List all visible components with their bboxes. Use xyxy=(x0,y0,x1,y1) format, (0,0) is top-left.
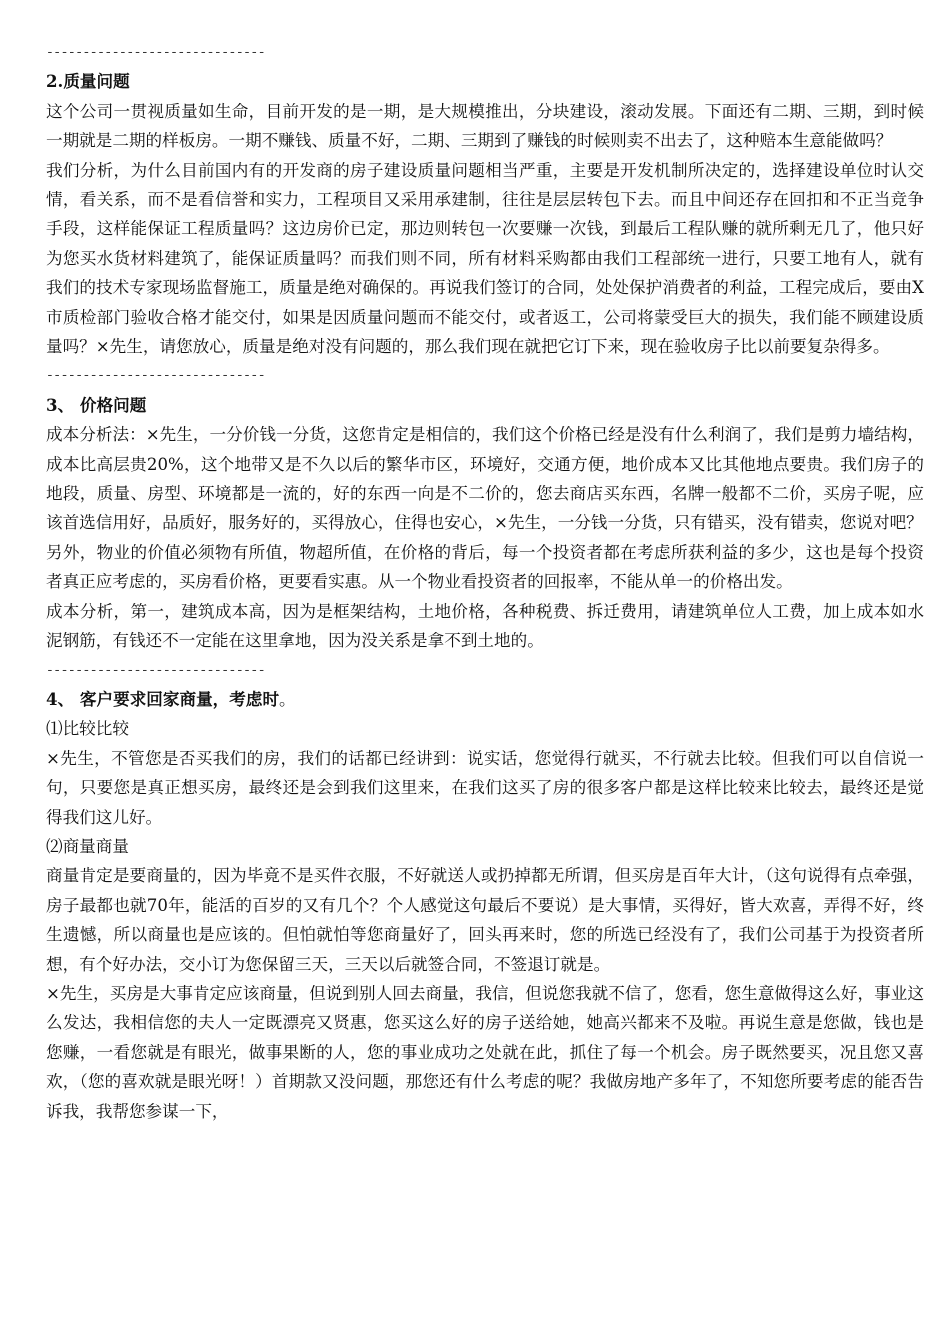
section-2-heading: 2.质量问题 xyxy=(46,71,130,92)
section-4-heading: 4、 客户要求回家商量，考虑时 xyxy=(46,688,280,709)
section-4-paragraph-2: 商量肯定是要商量的，因为毕竟不是买件衣服，不好就送人或扔掉都无所谓，但买房是百年大计，（这句说得有点牵强，房子最都也就70年，能活的百岁的又有几个？个人感觉这句最后不要说）是大事情，买得好，皆大欢喜，弄得不好，终生遗憾，所以商量也是应该的。但怕就怕等您商量好了，回头再来时，您的所选已经没有了，我们公司基于为投资者所想，有个好办法，交小订为您保留三天，三天以后就签合同，不签退订就是。 xyxy=(46,866,924,974)
section-3-paragraph-2: 另外，物业的价值必须物有所值，物超所值，在价格的背后，每一个投资者都在考虑所获利益的多少，这也是每个投资者真正应考虑的，买房看价格，更要看实惠。从一个物业看投资者的回报率，不能从单一的价格出发。 xyxy=(46,542,924,592)
section-2-paragraph-2: 我们分析，为什么目前国内有的开发商的房子建设质量问题相当严重，主要是开发机制所决定的，选择建设单位时认交情，看关系，而不是看信誉和实力，工程项目又采用承建制，往往是层层转包下去。而且中间还存在回扣和不正当竞争手段，这样能保证工程质量吗？这边房价已定，那边则转包一次要赚一次钱，到最后工程队赚的就所剩无几了，他只好为您买水货材料建筑了，能保证质量吗？而我们则不同，所有材料采购都由我们工程部统一进行，只要工地有人，就有我们的技术专家现场监督施工，质量是绝对确保的。再说我们签订的合同，处处保护消费者的利益，工程完成后，要由X市质检部门验收合格才能交付，如果是因质量问题而不能交付，或者返工，公司将蒙受巨大的损失，我们能不顾建设质量吗？×先生，请您放心，质量是绝对没有问题的，那么我们现在就把它订下来，现在验收房子比以前要复杂得多。 xyxy=(46,160,924,357)
divider-line: ------------------------------ xyxy=(46,662,266,678)
section-3-paragraph-1: 成本分析法：×先生，一分价钱一分货，这您肯定是相信的，我们这个价格已经是没有什么利润了，我们是剪力墙结构，成本比高层贵20%，这个地带又是不久以后的繁华市区，环境好，交通方便，地价成本又比其他地点要贵。我们房子的地段，质量、房型、环境都是一流的，好的东西一向是不二价的，您去商店买东西，名牌一般都不二价，买房子呢，应该首选信用好，品质好，服务好的，买得放心，住得也安心，×先生，一分钱一分货，只有错买，没有错卖，您说对吧？ xyxy=(46,425,924,533)
divider-line: ------------------------------ xyxy=(46,45,266,60)
section-3-paragraph-3: 成本分析，第一，建筑成本高，因为是框架结构，土地价格，各种税费、拆迁费用，请建筑单位人工费，加上成本如水泥钢筋，有钱还不一定能在这里拿地，因为没关系是拿不到土地的。 xyxy=(46,601,924,651)
section-4-paragraph-3: ×先生，买房是大事肯定应该商量，但说到别人回去商量，我信，但说您我就不信了，您看，您生意做得这么好，事业这么发达，我相信您的夫人一定既漂亮又贤惠，您买这么好的房子送给她，她高兴都来不及啦。再说生意是您做，钱也是您赚，一看您就是有眼光，做事果断的人，您的事业成功之处就在此，抓住了每一个机会。房子既然要买，况且您又喜欢，（您的喜欢就是眼光呀！）首期款又没问题，那您还有什么考虑的呢？我做房地产多年了，不知您所要考虑的能否告诉我，我帮您参谋一下， xyxy=(46,983,924,1121)
section-4-subheading-2: ⑵商量商量 xyxy=(46,836,129,856)
document-page xyxy=(46,38,924,1126)
section-2-paragraph-1: 这个公司一贯视质量如生命，目前开发的是一期，是大规模推出，分块建设，滚动发展。下面还有二期、三期，到时候一期就是二期的样板房。一期不赚钱、质量不好，二期、三期到了赚钱的时候则卖不出去了，这种赔本生意能做吗？ xyxy=(46,101,924,151)
section-4-subheading-1: ⑴比较比较 xyxy=(46,719,129,739)
section-4-heading-row xyxy=(46,685,924,714)
section-3-heading: 3、 价格问题 xyxy=(46,394,147,415)
section-4-paragraph-1: ×先生，不管您是否买我们的房，我们的话都已经讲到：说实话，您觉得行就买，不行就去比较。但我们可以自信说一句，只要您是真正想买房，最终还是会到我们这里来，在我们这买了房的很多客户都是这样比较来比较去，最终还是觉得我们这儿好。 xyxy=(46,748,924,827)
section-4-heading-tail: 。 xyxy=(279,689,296,709)
divider-line: ------------------------------ xyxy=(46,368,266,384)
